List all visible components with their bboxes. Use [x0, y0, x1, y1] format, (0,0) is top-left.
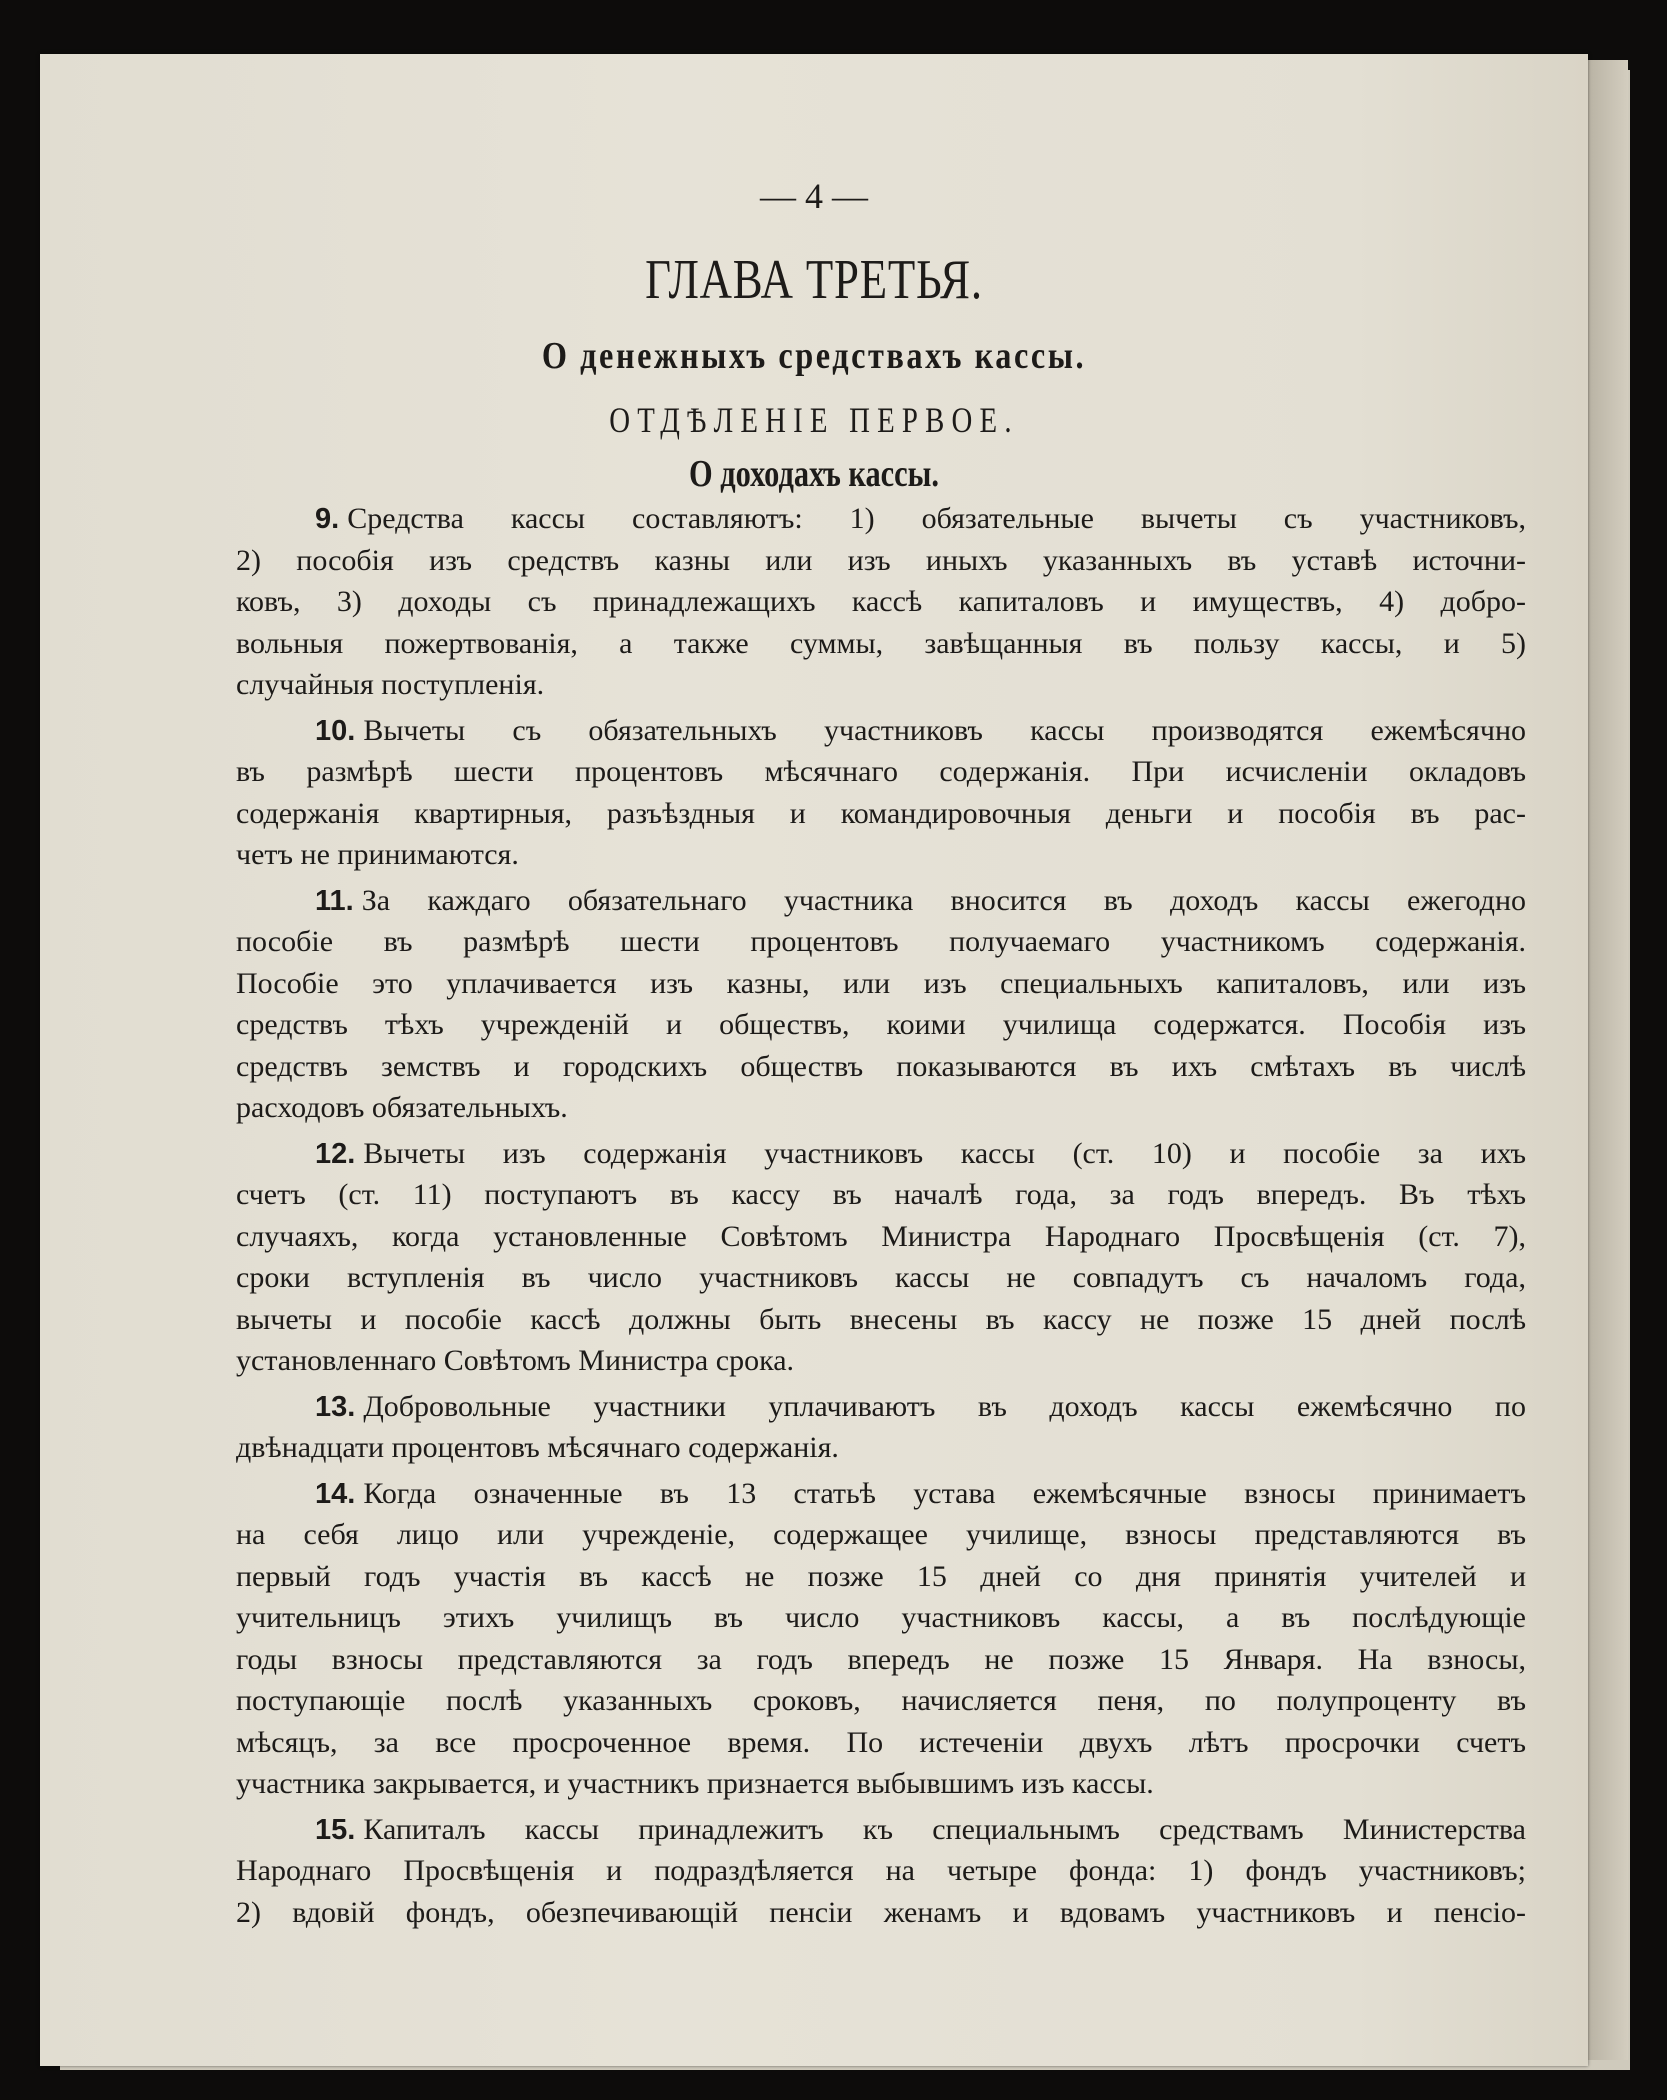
text-line: [236, 1340, 1526, 1382]
text-line: [236, 1046, 1526, 1088]
text-line: [236, 1174, 1526, 1216]
line-text: 2) пособія изъ средствъ казны или изъ иныхъ указанныхъ въ уставѣ источни-: [236, 543, 1526, 577]
text-line: [236, 1597, 1526, 1639]
page-edge: [1588, 60, 1628, 2060]
page-number: — 4 —: [760, 176, 868, 216]
line-text: первый годъ участія въ кассѣ не позже 15 дней со дня принятія учителей и: [236, 1559, 1526, 1593]
line-text: средствъ тѣхъ учрежденій и обществъ, коими училища содержатся. Пособія изъ: [236, 1008, 1526, 1041]
line-text: четъ не принимаются.: [236, 838, 519, 871]
text-line: [236, 1556, 1526, 1598]
text-line: [236, 540, 1526, 582]
line-text: Капиталъ кассы принадлежитъ къ специальнымъ средствамъ Министерства: [363, 1812, 1526, 1846]
text-line: [236, 1680, 1526, 1722]
line-text: вычеты и пособіе кассѣ должны быть внесены въ кассу не позже 15 дней послѣ: [236, 1302, 1526, 1336]
text-line: [236, 664, 1526, 706]
text-line: [236, 1809, 1526, 1851]
text-line: [236, 1004, 1526, 1046]
text-line: [236, 1514, 1526, 1556]
article-paragraph: [236, 880, 1526, 1129]
text-line: [236, 1216, 1526, 1258]
line-text: ковъ, 3) доходы съ принадлежащихъ кассѣ капиталовъ и имуществъ, 4) добро-: [236, 585, 1526, 618]
text-line: [236, 1386, 1526, 1428]
line-text: расходовъ обязательныхъ.: [236, 1091, 568, 1124]
text-line: [236, 1722, 1526, 1764]
text-line: [236, 581, 1526, 623]
line-text: Народнаго Просвѣщенія и подраздѣляется на четыре фонда: 1) фондъ участниковъ;: [236, 1854, 1526, 1887]
article-paragraph: [236, 1809, 1526, 1934]
line-text: установленнаго Совѣтомъ Министра срока.: [236, 1344, 795, 1377]
text-line: [236, 1133, 1526, 1175]
line-text: годы взносы представляются за годъ впередъ не позже 15 Января. На взносы,: [236, 1642, 1526, 1676]
article-number: 9.: [315, 503, 340, 535]
line-text: пособіе въ размѣрѣ шести процентовъ получаемаго участникомъ содержанія.: [236, 925, 1526, 958]
text-line: [236, 1850, 1526, 1892]
line-text: Средства кассы составляютъ: 1) обязательные вычеты съ участниковъ,: [347, 502, 1526, 535]
text-line: [236, 710, 1526, 752]
text-line: [236, 751, 1526, 793]
line-text: Пособіе это уплачивается изъ казны, или изъ специальныхъ капиталовъ, или изъ: [236, 966, 1526, 1000]
article-number: 15.: [315, 1813, 356, 1846]
text-line: [236, 1639, 1526, 1681]
line-text: поступающіе послѣ указанныхъ сроковъ, начисляется пеня, по полупроценту въ: [236, 1684, 1526, 1717]
article-number: 11.: [315, 884, 354, 917]
article-number: 14.: [315, 1477, 356, 1510]
line-text: двѣнадцати процентовъ мѣсячнаго содержанія.: [236, 1431, 839, 1464]
text-line: [236, 1763, 1526, 1805]
section-title: ОТДѢЛЕНІЕ ПЕРВОЕ.: [609, 400, 1019, 440]
line-text: Когда означенные въ 13 статьѣ устава ежемѣсячные взносы принимаетъ: [363, 1476, 1526, 1510]
line-text: учительницъ этихъ училищъ въ число участниковъ кассы, а въ послѣдующіе: [236, 1601, 1526, 1634]
text-line: [236, 1427, 1526, 1469]
text-line: [236, 498, 1526, 540]
line-text: въ размѣрѣ шести процентовъ мѣсячнаго содержанія. При исчисленіи окладовъ: [236, 755, 1526, 788]
text-line: [236, 834, 1526, 876]
line-text: Вычеты изъ содержанія участниковъ кассы (ст. 10) и пособіе за ихъ: [363, 1136, 1526, 1170]
line-text: Вычеты съ обязательныхъ участниковъ кассы производятся ежемѣсячно: [363, 713, 1526, 747]
line-text: сроки вступленія въ число участниковъ кассы не совпадутъ съ началомъ года,: [236, 1261, 1526, 1294]
line-text: случайныя поступленія.: [236, 668, 545, 701]
line-text: участника закрывается, и участникъ признается выбывшимъ изъ кассы.: [236, 1767, 1154, 1800]
chapter-subtitle: О денежныхъ средствахъ кассы.: [541, 335, 1087, 377]
article-paragraph: [236, 1133, 1526, 1382]
line-text: Добровольные участники уплачиваютъ въ доходъ кассы ежемѣсячно по: [363, 1389, 1526, 1423]
chapter-title: ГЛАВА ТРЕТЬЯ.: [645, 249, 983, 311]
document-page: [40, 54, 1588, 2066]
article-paragraph: [236, 1473, 1526, 1805]
line-text: случаяхъ, когда установленные Совѣтомъ Министра Народнаго Просвѣщенія (ст. 7),: [236, 1219, 1526, 1253]
line-text: счетъ (ст. 11) поступаютъ въ кассу въ началѣ года, за годъ впередъ. Въ тѣхъ: [236, 1178, 1526, 1211]
text-line: [236, 793, 1526, 835]
text-line: [236, 1257, 1526, 1299]
text-line: [236, 1473, 1526, 1515]
text-line: [236, 623, 1526, 665]
text-line: [236, 880, 1526, 922]
line-text: 2) вдовій фондъ, обезпечивающій пенсіи женамъ и вдовамъ участниковъ и пенсіо-: [236, 1895, 1526, 1929]
article-paragraph: [236, 498, 1526, 706]
line-text: За каждаго обязательнаго участника вносится въ доходъ кассы ежегодно: [361, 883, 1526, 917]
text-line: [236, 1087, 1526, 1129]
text-line: [236, 1892, 1526, 1934]
line-text: вольныя пожертвованія, а также суммы, завѣщанныя въ пользу кассы, и 5): [236, 626, 1526, 660]
line-text: на себя лицо или учрежденіе, содержащее училище, взносы представляются въ: [236, 1518, 1526, 1551]
article-paragraph: [236, 1386, 1526, 1469]
article-number: 10.: [315, 714, 356, 747]
line-text: мѣсяцъ, за все просроченное время. По истеченіи двухъ лѣтъ просрочки счетъ: [236, 1725, 1526, 1759]
article-paragraph: [236, 710, 1526, 876]
line-text: содержанія квартирныя, разъѣздныя и командировочныя деньги и пособія въ рас-: [236, 796, 1526, 830]
text-line: [236, 921, 1526, 963]
article-number: 13.: [315, 1390, 356, 1423]
text-line: [236, 1299, 1526, 1341]
subsection-title: О доходахъ кассы.: [689, 453, 939, 495]
article-number: 12.: [315, 1137, 356, 1170]
text-line: [236, 963, 1526, 1005]
line-text: средствъ земствъ и городскихъ обществъ показываются въ ихъ смѣтахъ въ числѣ: [236, 1049, 1526, 1083]
